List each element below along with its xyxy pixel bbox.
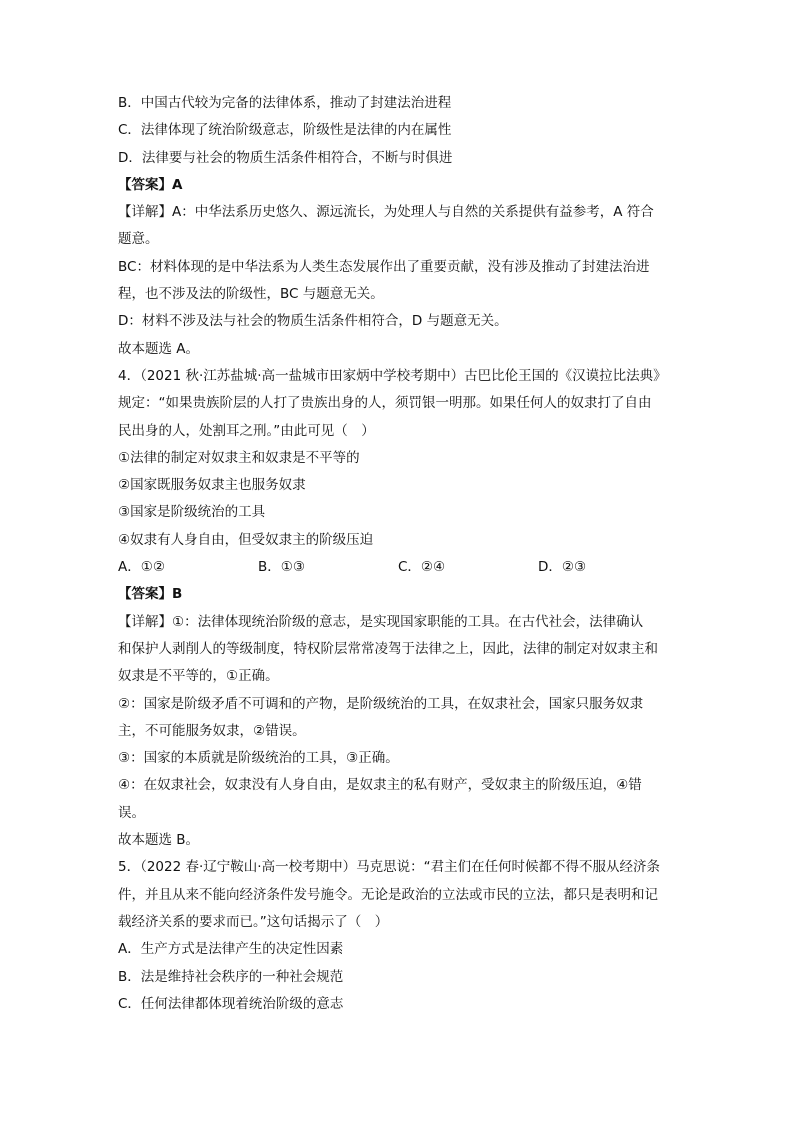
q5-stem-line-1: 5．（2022 春·辽宁鞍山·高一校考期中）马克思说：“君主们在任何时候都不得不服从经济条 <box>118 859 661 876</box>
q3-option-d: D．法律要与社会的物质生活条件相符合，不断与时俱进 <box>118 149 453 166</box>
q4-detail-line-3: 奴隶是不平等的，①正确。 <box>118 668 279 685</box>
q5-option-b: B．法是维持社会秩序的一种社会规范 <box>118 968 344 985</box>
q4-answer: 【答案】B <box>118 586 183 603</box>
q4-item-3: ③国家是阶级统治的工具 <box>118 504 266 521</box>
q4-detail-line-6: ③：国家的本质就是阶级统治的工具，③正确。 <box>118 750 399 767</box>
q4-detail-line-7: ④：在奴隶社会，奴隶没有人身自由，是奴隶主的私有财产，受奴隶主的阶级压迫，④错 <box>118 777 642 794</box>
q4-detail-line-4: ②：国家是阶级矛盾不可调和的产物，是阶级统治的工具，在奴隶社会，国家只服务奴隶 <box>118 695 644 712</box>
q3-detail-line-5: D：材料不涉及法与社会的物质生活条件相符合，D 与题意无关。 <box>118 313 508 330</box>
q4-detail-line-5: 主，不可能服务奴隶，②错误。 <box>118 722 306 739</box>
q3-conclusion: 故本题选 A。 <box>118 340 200 357</box>
q3-detail-line-3: BC：材料体现的是中华法系为人类生态发展作出了重要贡献，没有涉及推动了封建法治进 <box>118 258 650 275</box>
q4-choice-c: C．②④ <box>398 559 446 576</box>
q4-detail-line-2: 和保护人剥削人的等级制度，特权阶层常常凌驾于法律之上，因此，法律的制定对奴隶主和 <box>118 640 658 657</box>
q4-stem-line-1: 4．（2021 秋·江苏盐城·高一盐城市田家炳中学校考期中）古巴比伦王国的《汉谟拉比法典》 <box>118 367 667 384</box>
q4-item-1: ①法律的制定对奴隶主和奴隶是不平等的 <box>118 449 360 466</box>
q3-option-b: B．中国古代较为完备的法律体系，推动了封建法治进程 <box>118 95 452 111</box>
q4-choice-a: A．①② <box>118 559 165 576</box>
q4-conclusion: 故本题选 B。 <box>118 832 200 849</box>
q4-stem-line-2: 规定：“如果贵族阶层的人打了贵族出身的人，须罚银一明那。如果任何人的奴隶打了自由 <box>118 395 652 412</box>
q3-detail-line-4: 程，也不涉及法的阶级性，BC 与题意无关。 <box>118 286 384 303</box>
q4-choice-b: B．①③ <box>258 559 305 576</box>
q4-stem-line-3: 民出身的人，处割耳之刑。”由此可见（ ） <box>118 422 375 439</box>
q3-option-c: C．法律体现了统治阶级意志，阶级性是法律的内在属性 <box>118 122 452 139</box>
q5-option-a: A．生产方式是法律产生的决定性因素 <box>118 941 344 958</box>
q4-item-2: ②国家既服务奴隶主也服务奴隶 <box>118 477 306 494</box>
document-page <box>118 90 678 1018</box>
q5-stem-line-3: 载经济关系的要求而已。”这句话揭示了（ ） <box>118 913 389 930</box>
q5-option-c: C．任何法律都体现着统治阶级的意志 <box>118 995 344 1012</box>
q3-answer: 【答案】A <box>118 176 183 193</box>
q5-stem-line-2: 件，并且从来不能向经济条件发号施令。无论是政治的立法或市民的立法，都只是表明和记 <box>118 886 658 903</box>
q4-choices <box>118 554 678 581</box>
q4-detail-line-1: 【详解】①：法律体现统治阶级的意志，是实现国家职能的工具。在古代社会，法律确认 <box>118 613 644 630</box>
q4-detail-line-8: 误。 <box>118 804 145 821</box>
q3-detail-line-1: 【详解】A：中华法系历史悠久、源远流长，为处理人与自然的关系提供有益参考，A 符合 <box>118 204 654 221</box>
q3-detail-line-2: 题意。 <box>118 231 159 248</box>
q4-choice-d: D．②③ <box>538 559 587 576</box>
q4-item-4: ④奴隶有人身自由，但受奴隶主的阶级压迫 <box>118 531 374 548</box>
